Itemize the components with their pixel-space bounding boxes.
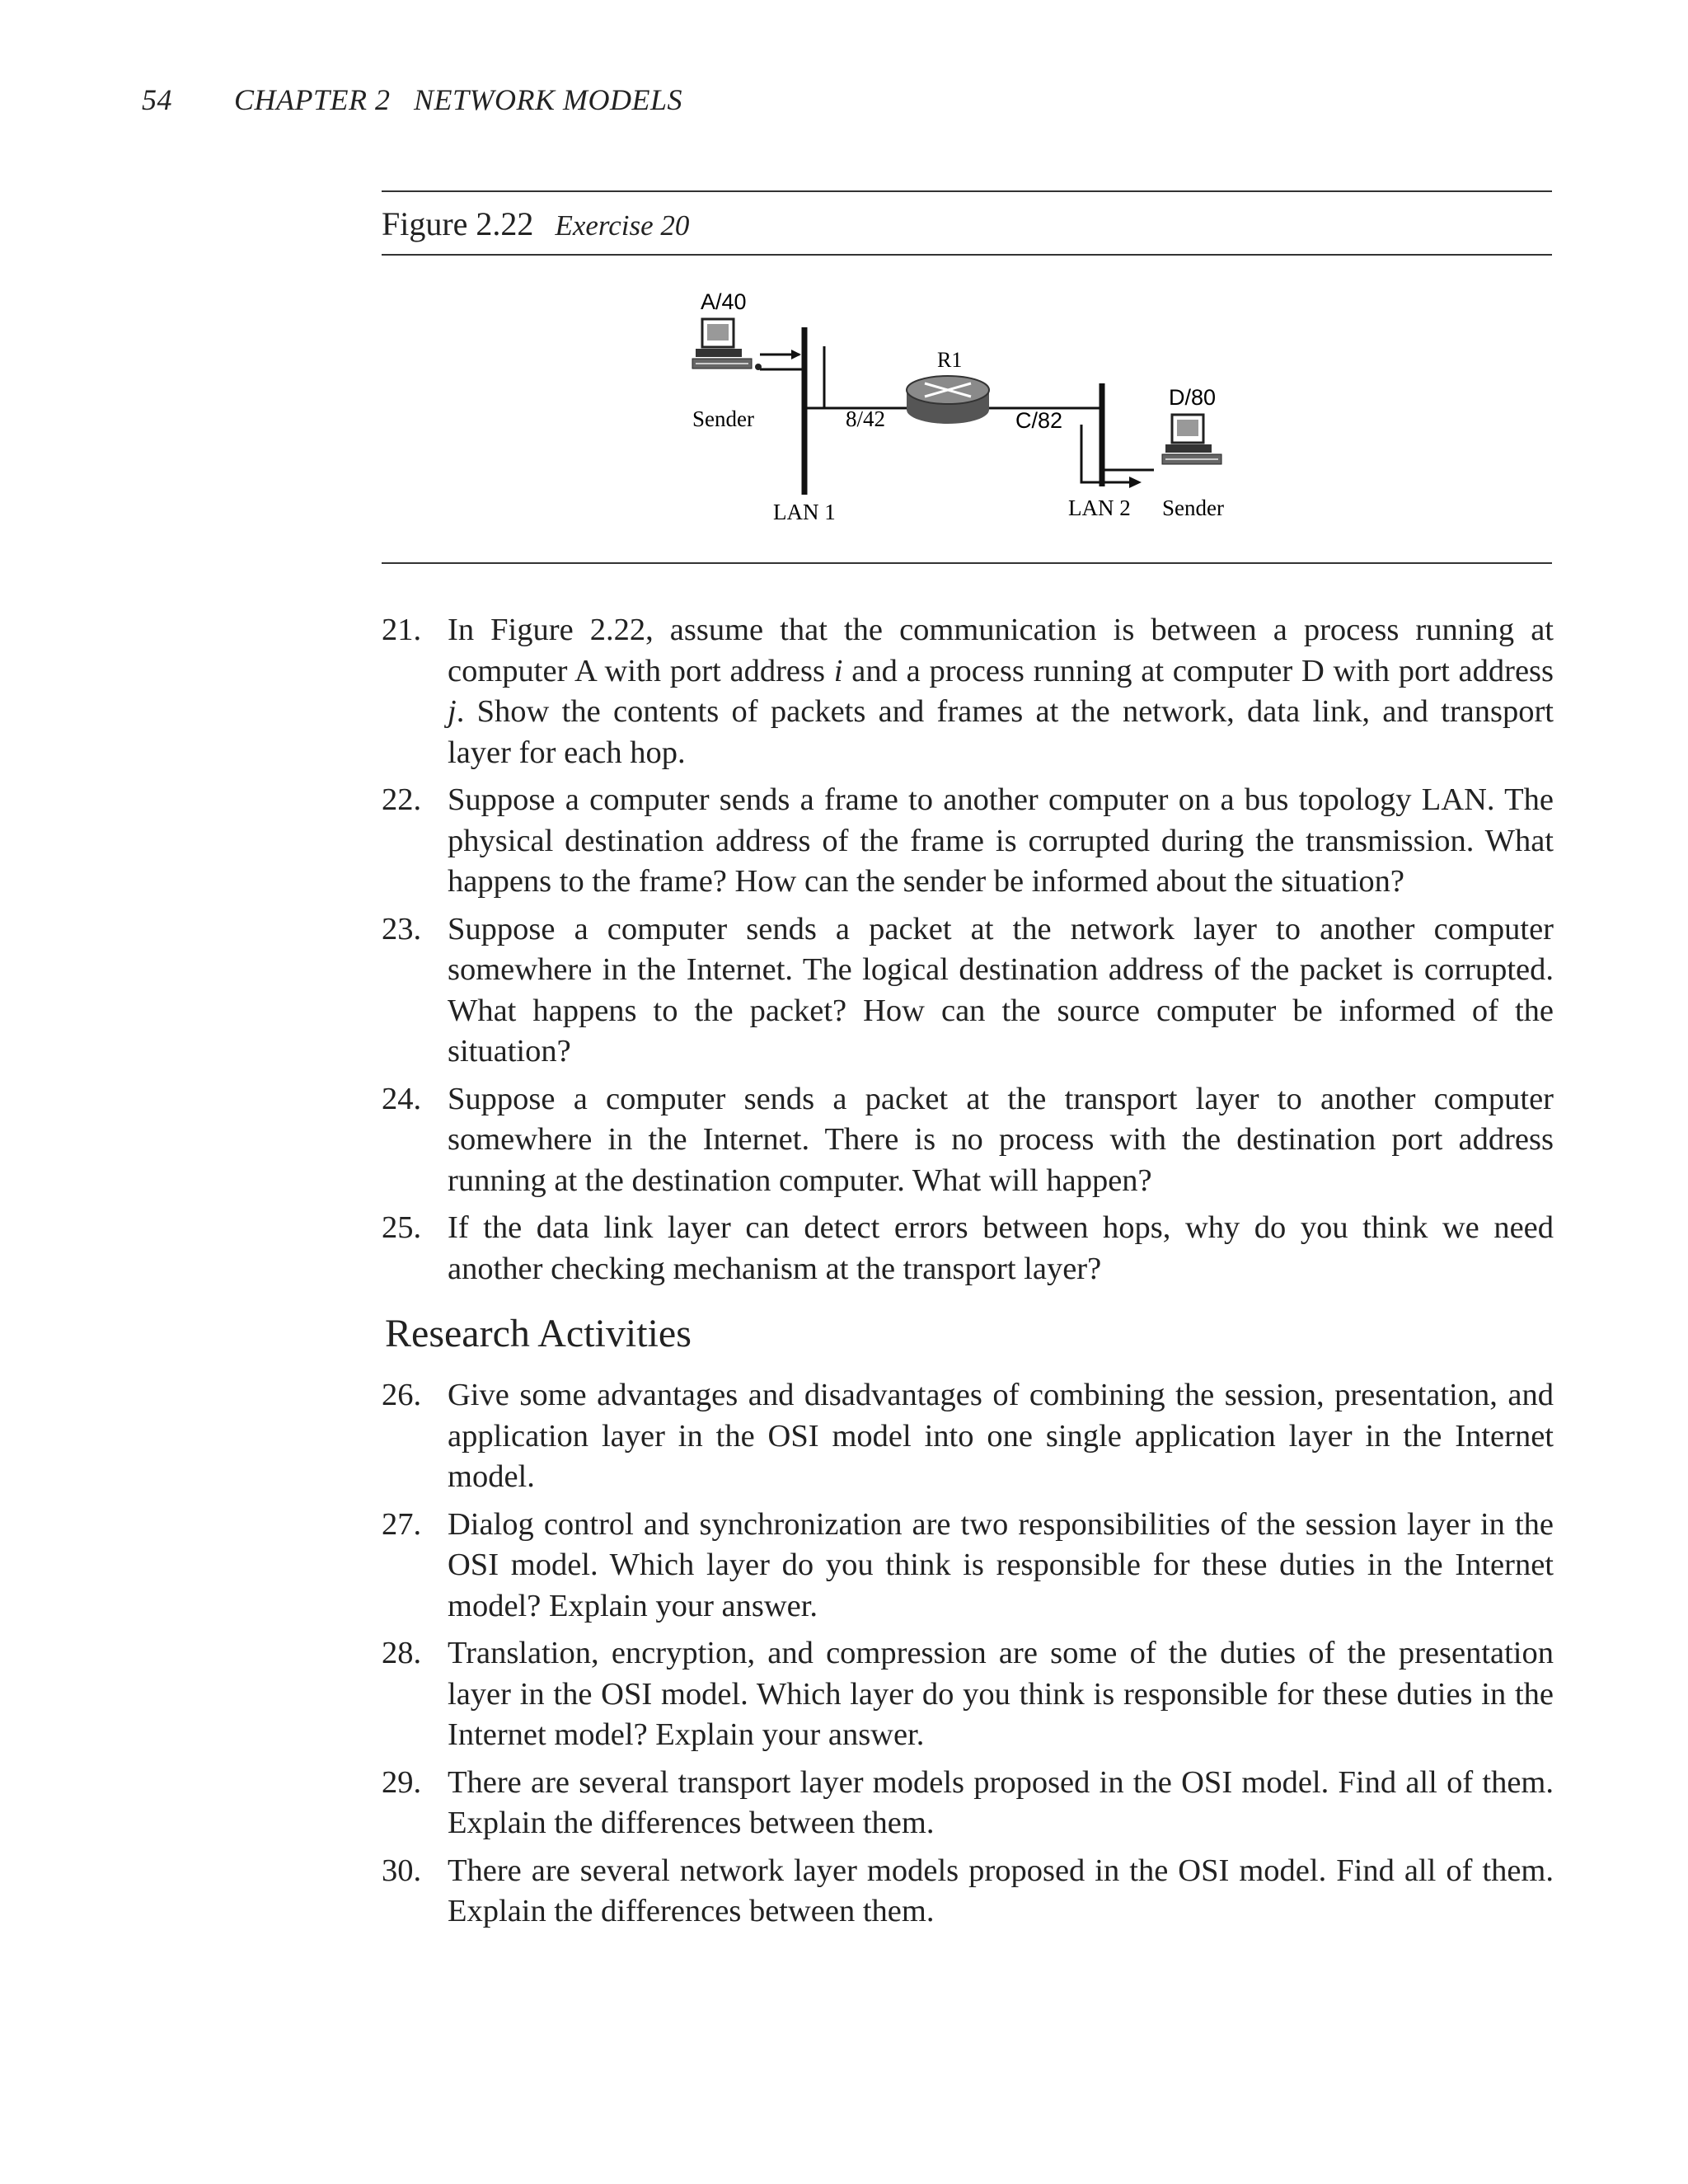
exercise-item [382,780,1554,903]
research-item [382,1633,1554,1756]
exercise-text: Give some advantages and disadvantages of combining the session, presentation, and application layer in the OSI model into one single application layer in the Internet model. [448,1378,1554,1494]
exercise-number: 23. [382,911,422,946]
exercise-number: 28. [382,1636,422,1670]
exercise-number: 30. [382,1853,422,1888]
arrow-icon [1129,477,1142,488]
exercise-text-part: and a process running at computer D with port address [842,653,1554,688]
router-label: R1 [937,348,963,372]
lan2-label: LAN 2 [1068,496,1131,520]
running-head [142,82,682,117]
figure-bottom-rule [382,562,1552,564]
exercise-text: Suppose a computer sends a packet at the transport layer to another computer somewhere in the Internet. There is no process with the destination port address running at the destination computer. What will happen? [448,1081,1554,1198]
page-number: 54 [142,83,172,116]
exercise-text: There are several network layer models proposed in the OSI model. Find all of them. Explain the differences between them. [448,1853,1554,1928]
exercise-text: Dialog control and synchronization are two responsibilities of the session layer in the OSI model. Which layer do you think is responsible for these duties in the Internet model? Explain your answer. [448,1506,1554,1623]
exercise-text-part: . Show the contents of packets and frames at the network, data link, and transport layer for each hop. [448,694,1554,770]
chapter-label: CHAPTER 2 [234,83,391,116]
exercise-number: 26. [382,1378,422,1412]
exercise-number: 29. [382,1764,422,1800]
exercise-text: There are several transport layer models proposed in the OSI model. Find all of them. Explain the differences between them. [448,1764,1554,1840]
sender-a-label: Sender [692,406,754,431]
figure-number: Figure 2.22 [382,205,534,242]
port-variable-i: i [833,653,843,688]
host-d-label: D/80 [1169,385,1217,410]
chapter-title: NETWORK MODELS [414,83,683,116]
router-port-right-label: C/82 [1015,408,1063,433]
research-item [382,1505,1554,1627]
exercise-text [448,610,1554,773]
exercise-number: 25. [382,1210,422,1245]
exercise-text: Translation, encryption, and compression are some of the duties of the presentation layer in the OSI model. Which layer do you think is responsible for these duties in the Internet model? Explain your answer. [448,1636,1554,1752]
router-icon [907,376,989,424]
research-item [382,1375,1554,1498]
exercise-item [382,1208,1554,1289]
exercise-list [382,610,1554,1296]
exercise-item [382,610,1554,773]
network-diagram [659,284,1286,532]
router-port-left-label: 8/42 [846,406,886,431]
exercise-number: 27. [382,1506,422,1542]
computer-icon [692,319,762,370]
exercise-item [382,909,1554,1073]
exercise-text: Suppose a computer sends a frame to another computer on a bus topology LAN. The physical destination address of the frame is corrupted during the transmission. What happens to the frame? How can the sender be informed about the situation? [448,782,1554,899]
exercise-text: Suppose a computer sends a packet at the network layer to another computer somewhere in the Internet. The logical destination address of the packet is corrupted. What happens to the packet? How can the source computer be informed of the situation? [448,911,1554,1069]
figure-top-rule [382,190,1552,192]
exercise-text-part: In Figure 2.22, assume that the communication is between a process running at computer A with port address [448,613,1554,688]
research-item [382,1763,1554,1844]
figure-header-rule [382,254,1552,256]
computer-icon [1162,415,1221,464]
research-list [382,1375,1554,1939]
exercise-text: If the data link layer can detect errors between hops, why do you think we need another checking mechanism at the transport layer? [448,1210,1554,1286]
exercise-number: 22. [382,782,422,817]
lan2-to-host-d-link [1081,425,1131,482]
host-a-label: A/40 [701,289,747,314]
figure-title: Exercise 20 [555,209,690,242]
exercise-number: 21. [382,613,422,647]
figure-caption [382,204,689,243]
port-variable-j: j [448,694,457,729]
sender-d-label: Sender [1162,496,1224,520]
exercise-number: 24. [382,1081,422,1116]
exercise-item [382,1079,1554,1202]
section-heading: Research Activities [385,1312,692,1355]
lan1-label: LAN 1 [773,500,836,524]
arrow-head-icon [791,350,801,359]
research-item [382,1851,1554,1933]
